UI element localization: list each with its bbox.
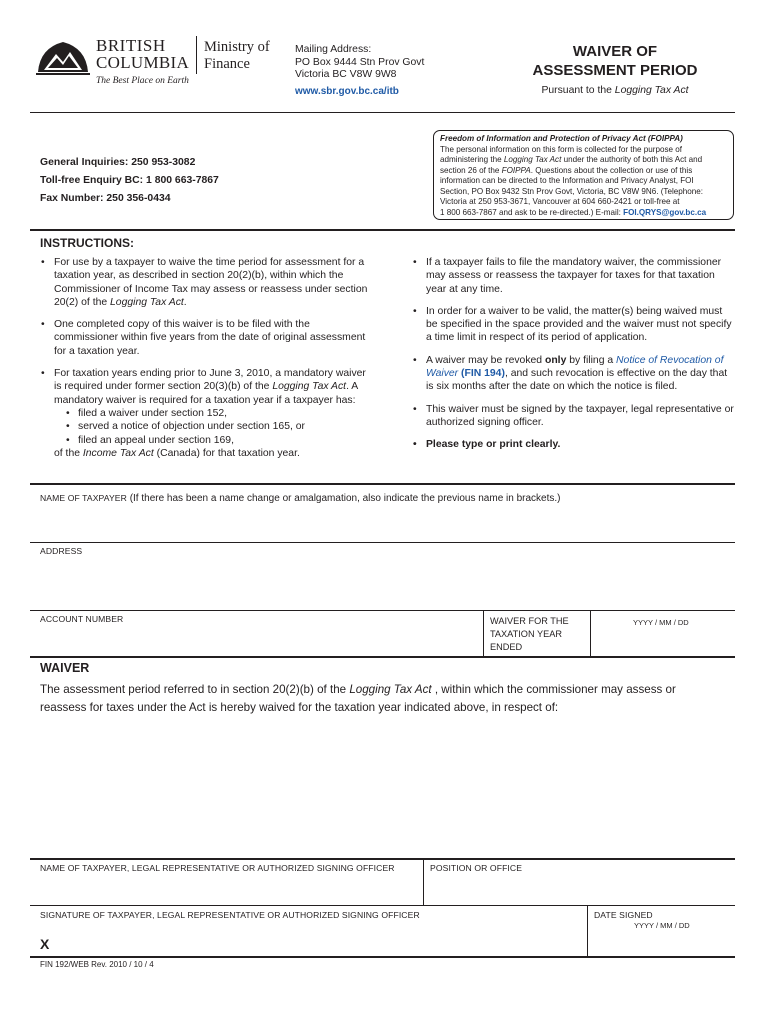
signer-name-label: NAME OF TAXPAYER, LEGAL REPRESENTATIVE OR AUTHORIZED SIGNING OFFICER <box>40 863 395 873</box>
mailing-address <box>295 44 424 98</box>
logo-british: BRITISH <box>96 36 166 55</box>
website-link[interactable]: www.sbr.gov.bc.ca/itb <box>295 85 399 97</box>
waiver-heading: WAIVER <box>40 661 90 675</box>
bc-sun-mountain-logo <box>34 34 92 76</box>
taxation-year-label: WAIVER FOR THE TAXATION YEAR ENDED <box>490 616 569 652</box>
tollfree-enquiry: Toll-free Enquiry BC: 1 800 663-7867 <box>40 175 219 186</box>
instruction-item: • A waiver may be revoked only by filing a Notice of Revocation of Waiver (FIN 194), and such revocation is effective on the day that is six months after the date on which the notice is filed. <box>412 354 734 394</box>
logo-ministry-line2: Finance <box>204 56 250 72</box>
fax-number: Fax Number: 250 356-0434 <box>40 193 171 204</box>
date-signed-label: DATE SIGNED <box>594 910 653 920</box>
foippa-email-link[interactable]: FOI.QRYS@gov.bc.ca <box>623 207 707 217</box>
mailing-line2: Victoria BC V8W 9W8 <box>295 69 397 81</box>
instruction-item: • One completed copy of this waiver is to be filed with the commissioner within five years from the date of original assessment for a taxation year. <box>40 318 370 358</box>
taxation-year-date-format: YYYY / MM / DD <box>633 618 689 627</box>
address-field[interactable] <box>30 543 735 609</box>
foippa-heading: Freedom of Information and Protection of Privacy Act (FOIPPA) <box>440 134 683 143</box>
fin194-link[interactable]: Notice of Revocation of Waiver <box>426 354 724 380</box>
foippa-notice: Freedom of Information and Protection of Privacy Act (FOIPPA) The personal information on this form is collected for the purpose of administering the Logging Tax Act under the authority of both this Act and section 26 of the FOIPPA. Questions about the collection or use of this information can be directed to the Information and Privacy Analyst, FOI Section, PO Box 9432 Stn Prov Govt, Victoria, BC V8W 9N6. (Telephone: Victoria at 250 953-3671, Vancouver at 604 660-2421 or toll-free at 1 800 663-7867 and ask to be re-directed.) E-mail: FOI.QRYS@gov.bc.ca <box>433 130 734 220</box>
logo-divider <box>196 36 197 74</box>
logo-columbia: COLUMBIA <box>96 53 190 72</box>
contact-info <box>40 154 219 208</box>
account-divider <box>483 610 484 656</box>
footer-rule <box>30 956 735 958</box>
title-subtitle: Pursuant to the Logging Tax Act <box>541 85 689 96</box>
instructions-right-list <box>412 256 734 459</box>
taxpayer-name-note: (If there has been a name change or amalgamation, also indicate the previous name in brackets.) <box>126 493 561 504</box>
taxpayer-name-label: NAME OF TAXPAYER <box>40 493 127 503</box>
title-line1: WAIVER OF <box>572 43 658 60</box>
signature-field[interactable] <box>30 906 586 956</box>
instructions-heading: INSTRUCTIONS: <box>40 236 134 250</box>
instruction-item: • For taxation years ending prior to June 3, 2010, a mandatory waiver is required under former section 20(3)(b) of the Logging Tax Act. A mandatory waiver is required for a taxation year if a taxpayer has: • filed a waiver under section 152, • served a notice of objection under section 165, or • filed an appeal under section 169, of the Income Tax Act (Canada) for that taxation year. <box>40 367 370 460</box>
bc-logo <box>34 32 274 92</box>
instructions-rule <box>30 229 735 231</box>
address-label: ADDRESS <box>40 546 83 556</box>
position-label: POSITION OR OFFICE <box>430 863 523 873</box>
instructions-left-list <box>40 256 370 467</box>
date-signed-field[interactable] <box>588 906 735 956</box>
instruction-item: • If a taxpayer fails to file the mandatory waiver, the commissioner may assess or reassess the taxpayer for taxes for that taxation year at any time. <box>412 256 734 296</box>
instruction-item: • This waiver must be signed by the taxpayer, legal representative or authorized signing officer. <box>412 403 734 430</box>
instruction-item: • Please type or print clearly. <box>412 438 734 451</box>
account-number-field[interactable] <box>30 611 482 656</box>
waiver-matters-field[interactable] <box>30 722 735 857</box>
waiver-text: The assessment period referred to in section 20(2)(b) of the Logging Tax Act , within which the commissioner may assess or reassess for taxes under the Act is hereby waived for the taxation year indicated above, in respect of: <box>40 683 676 714</box>
instruction-item: • For use by a taxpayer to waive the time period for assessment for a taxation year, as described in section 20(2)(b), within which the Commissioner of Income Tax may assess or reassess under section 20(2) of the Logging Tax Act. <box>40 256 370 309</box>
mandatory-conditions-list <box>54 407 370 447</box>
signer-name-field[interactable] <box>30 859 423 905</box>
taxpayer-name-field[interactable] <box>30 484 735 542</box>
mailing-line1: PO Box 9444 Stn Prov Govt <box>295 56 425 68</box>
header-rule <box>30 112 735 113</box>
logo-tagline: The Best Place on Earth <box>96 76 189 86</box>
account-number-label: ACCOUNT NUMBER <box>40 614 124 624</box>
logo-ministry-line1: Ministry of <box>204 39 270 55</box>
instruction-item: • In order for a waiver to be valid, the matter(s) being waived must be specified in the space provided and the waiver must not specify a time limit in respect of its period of application. <box>412 305 734 345</box>
condition-item: • filed a waiver under section 152, <box>66 407 370 420</box>
condition-item: • served a notice of objection under section 165, or <box>66 420 370 433</box>
signature-label: SIGNATURE OF TAXPAYER, LEGAL REPRESENTATIVE OR AUTHORIZED SIGNING OFFICER <box>40 910 420 920</box>
date-signed-format: YYYY / MM / DD <box>634 921 690 930</box>
form-title <box>500 42 730 96</box>
waiver-top-rule <box>30 656 735 658</box>
taxation-year-date-field[interactable] <box>591 611 735 656</box>
condition-item: • filed an appeal under section 169, <box>66 434 370 447</box>
form-id: FIN 192/WEB Rev. 2010 / 10 / 4 <box>40 960 154 969</box>
signature-x-mark: X <box>40 936 50 952</box>
mailing-label: Mailing Address: <box>295 44 372 55</box>
title-line2: ASSESSMENT PERIOD <box>532 62 698 79</box>
position-field[interactable] <box>424 859 735 905</box>
general-inquiries: General Inquiries: 250 953-3082 <box>40 157 196 168</box>
